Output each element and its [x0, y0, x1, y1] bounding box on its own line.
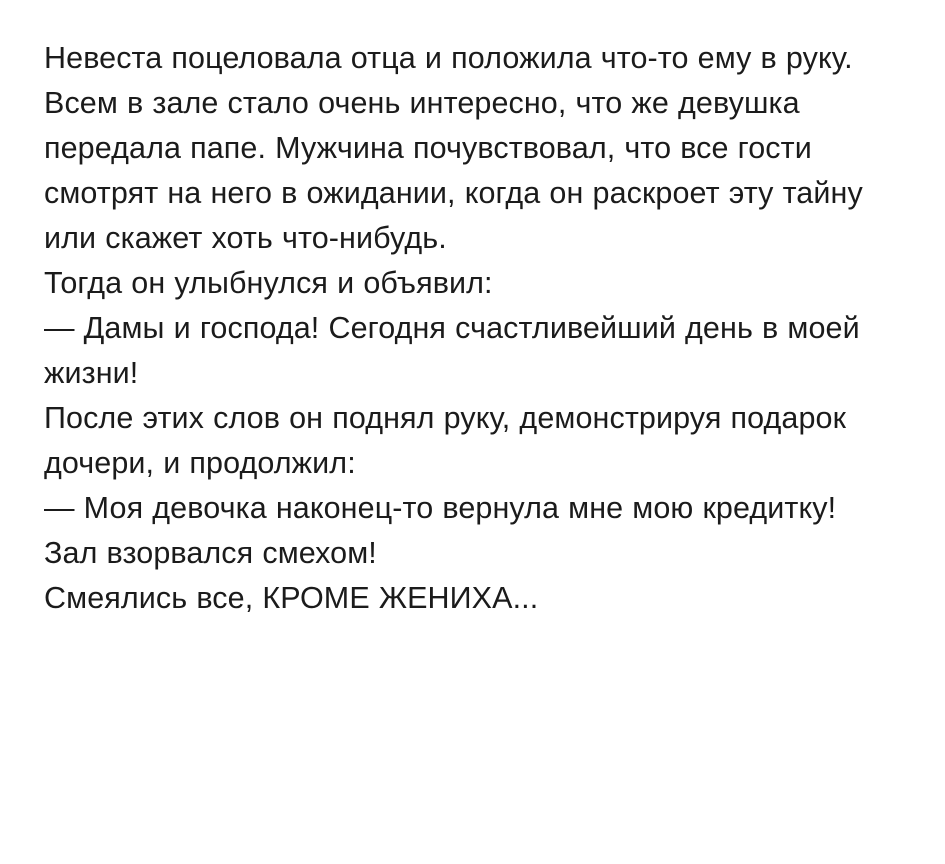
story-paragraph: Смеялись все, КРОМЕ ЖЕНИХА... [44, 581, 539, 615]
story-paragraph: Тогда он улыбнулся и объявил: [44, 266, 493, 300]
story-paragraph: — Моя девочка наконец-то вернула мне мою кредитку! [44, 491, 837, 525]
story-text-block [44, 36, 901, 621]
story-paragraph: Зал взорвался смехом! [44, 536, 377, 570]
story-paragraph: Невеста поцеловала отца и положила что-то ему в руку. Всем в зале стало очень интересно, что же девушка передала папе. Мужчина почувствовал, что все гости смотрят на него в ожидании, когда он раскроет эту тайну или скажет хоть что-нибудь. [44, 41, 863, 255]
story-paragraph: После этих слов он поднял руку, демонстрируя подарок дочери, и продолжил: [44, 401, 847, 480]
story-paragraph: — Дамы и господа! Сегодня счастливейший день в моей жизни! [44, 311, 860, 390]
